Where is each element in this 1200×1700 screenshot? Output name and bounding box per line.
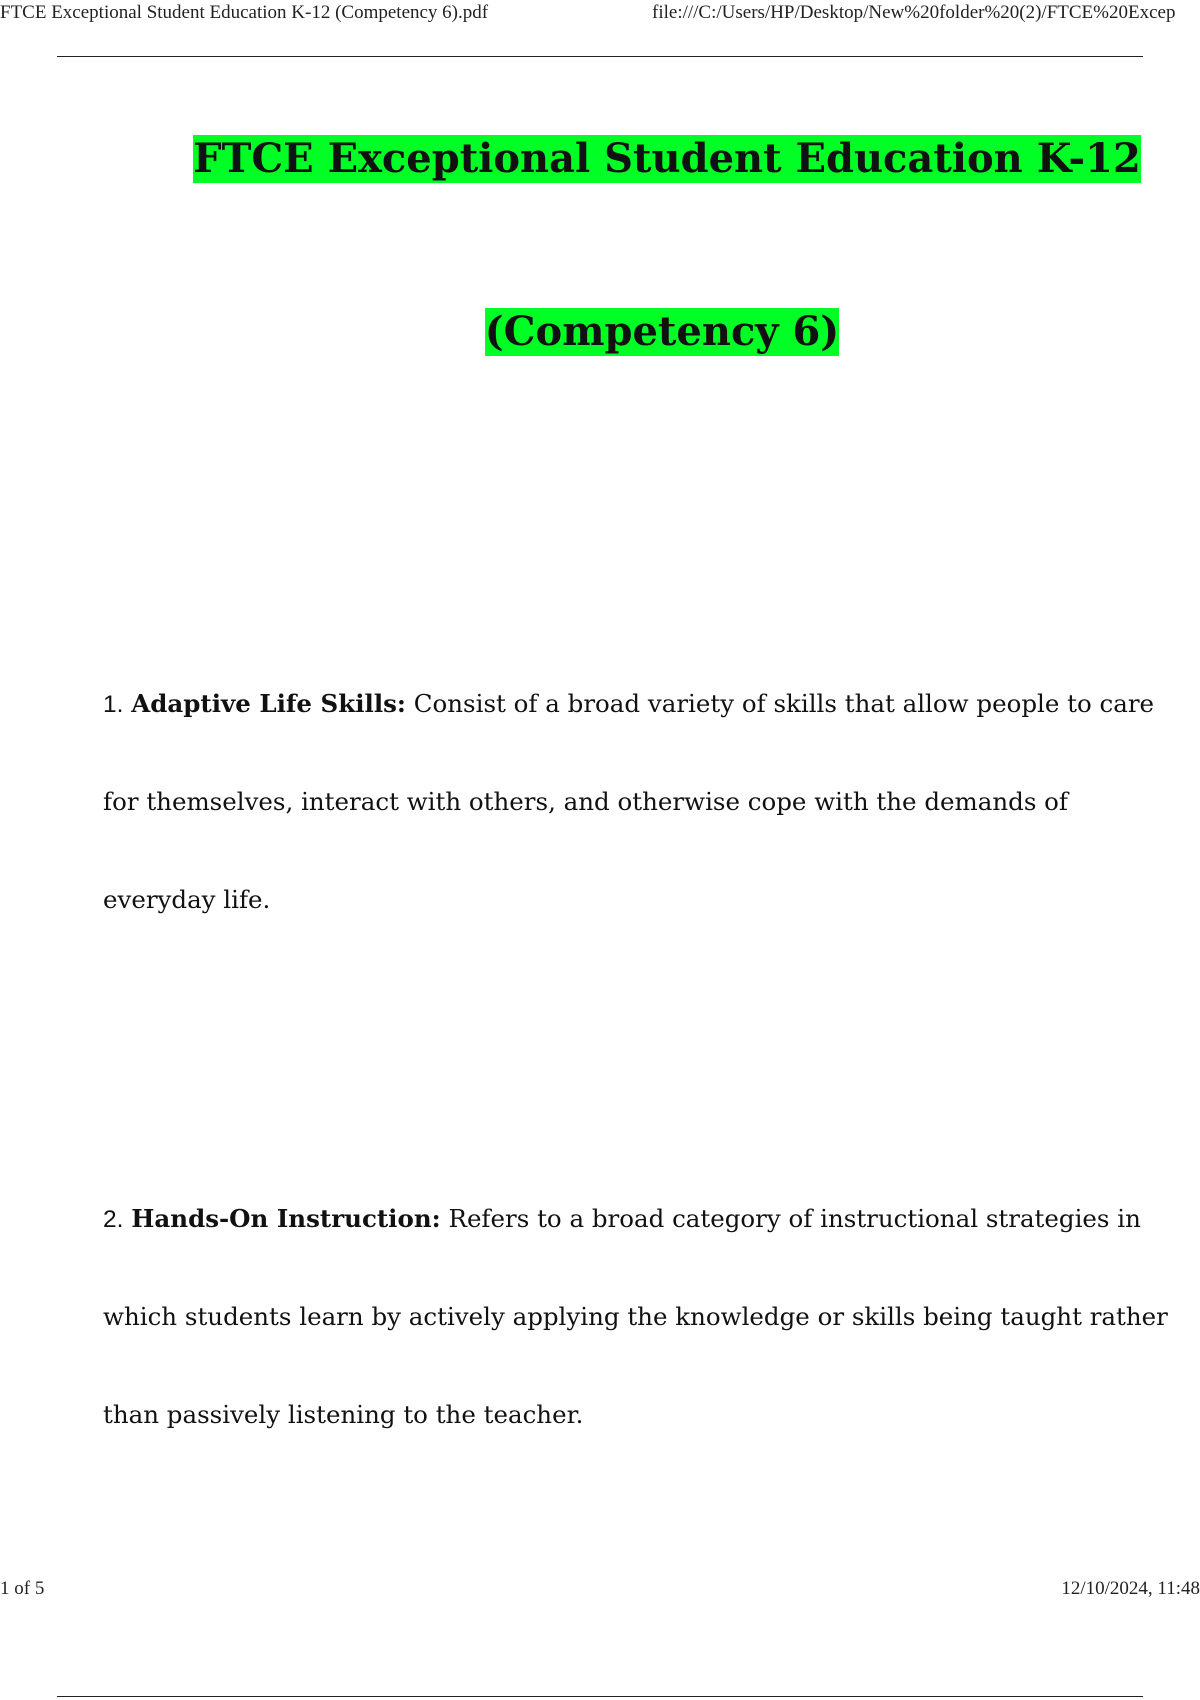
- entry-line: [103, 1170, 1141, 1268]
- entry-text: Consist of a broad variety of skills that allow people to care: [405, 689, 1155, 718]
- print-footer: [0, 1578, 1200, 1604]
- document-title-line-2: [482, 303, 842, 361]
- entry-term: Adaptive Life Skills:: [131, 689, 406, 718]
- entry-hands-on-instruction: [103, 1170, 1168, 1464]
- footer-divider: [57, 1696, 1143, 1697]
- header-divider: [57, 56, 1143, 57]
- entry-number: 1.: [103, 691, 124, 718]
- entry-text: Refers to a broad category of instructional strategies in: [440, 1204, 1141, 1233]
- entry-term: Hands-On Instruction:: [131, 1204, 441, 1233]
- document-title-line-1: [192, 130, 1142, 188]
- entry-number: 2.: [103, 1206, 124, 1233]
- print-header: [0, 0, 1200, 26]
- print-header-file-url: file:///C:/Users/HP/Desktop/New%20folder%20(2)/FTCE%20Excep: [652, 2, 1176, 23]
- print-timestamp: 12/10/2024, 11:48: [1061, 1578, 1200, 1599]
- entry-line: which students learn by actively applying the knowledge or skills being taught rather: [103, 1302, 1168, 1331]
- entry-line: [103, 655, 1155, 753]
- entry-line: for themselves, interact with others, and otherwise cope with the demands of: [103, 787, 1068, 816]
- entry-line: everyday life.: [103, 885, 271, 914]
- entry-line: than passively listening to the teacher.: [103, 1400, 584, 1429]
- title-highlight-1: FTCE Exceptional Student Education K-12: [193, 135, 1141, 182]
- page-indicator: 1 of 5: [0, 1578, 45, 1599]
- print-header-document-title: FTCE Exceptional Student Education K-12 (Competency 6).pdf: [0, 2, 489, 23]
- entry-adaptive-life-skills: [103, 655, 1155, 949]
- title-highlight-2: (Competency 6): [484, 308, 840, 355]
